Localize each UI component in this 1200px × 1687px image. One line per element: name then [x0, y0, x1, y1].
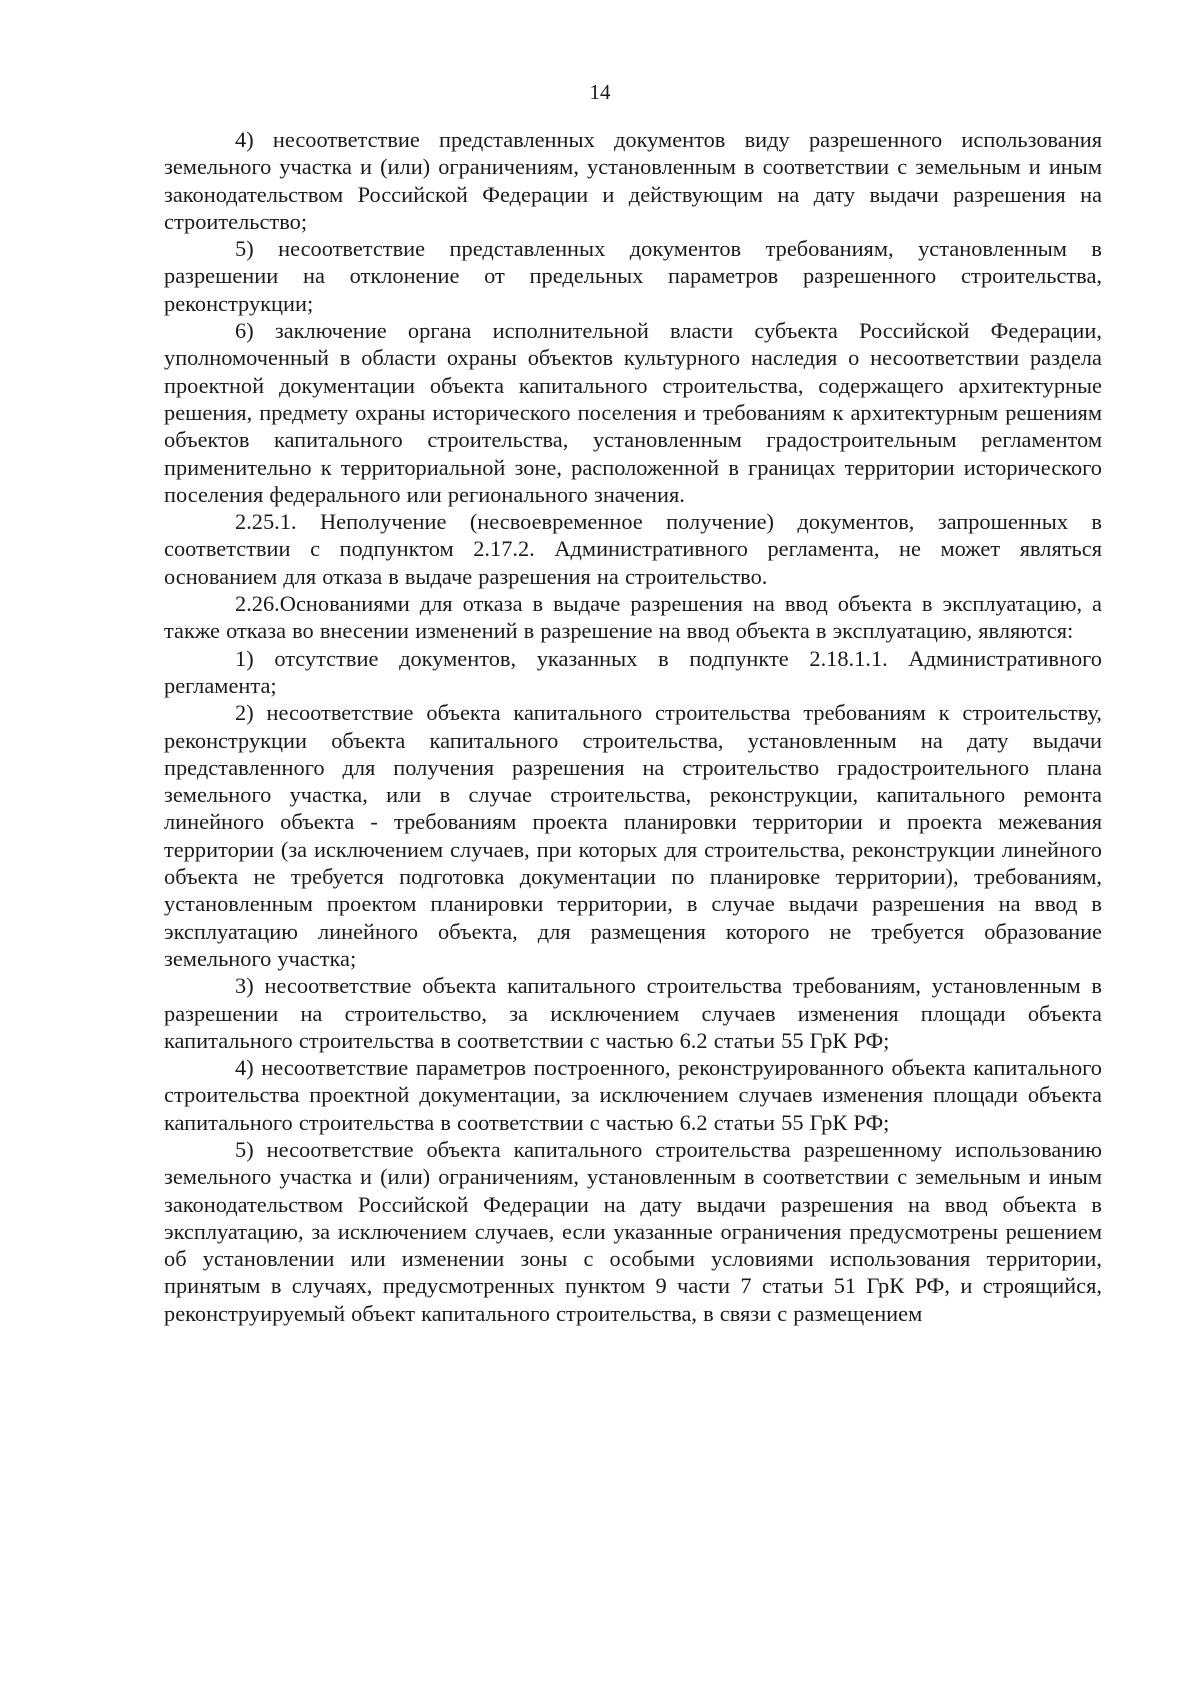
paragraph-2-26: 2.26.Основаниями для отказа в выдаче разрешения на ввод объекта в эксплуатацию, а также отказа во внесении изменений в разрешение на ввод объекта в эксплуатацию, являются: [164, 591, 1102, 644]
paragraph-commissioning-item-1: 1) отсутствие документов, указанных в подпункте 2.18.1.1. Административного регламента; [164, 645, 1102, 698]
document-body [164, 126, 1102, 1327]
paragraph-2-25-1: 2.25.1. Неполучение (несвоевременное получение) документов, запрошенных в соответствии с подпунктом 2.17.2. Административного регламента, не может являться основанием для отказа в выдаче разрешения на строительство. [164, 509, 1102, 589]
paragraph-commissioning-item-4: 4) несоответствие параметров построенного, реконструированного объекта капитального строительства проектной документации, за исключением случаев изменения площади объекта капитального строительства в соответствии с частью 6.2 статьи 55 ГрК РФ; [164, 1055, 1102, 1135]
paragraph-item-5-deviation: 5) несоответствие представленных документов требованиям, установленным в разрешении на отклонение от предельных параметров разрешенного строительства, реконструкции; [164, 236, 1102, 316]
paragraph-commissioning-item-5: 5) несоответствие объекта капитального строительства разрешенному использованию земельного участка и (или) ограничениям, установленным в соответствии с земельным и иным законодательством Российской Федерации на дату выдачи разрешения на ввод объекта в эксплуатацию, за исключением случаев, если указанные ограничения предусмотрены решением об установлении или изменении зоны с особыми условиями использования территории, принятым в случаях, предусмотренных пунктом 9 части 7 статьи 51 ГрК РФ, и строящийся, реконструируемый объект капитального строительства, в связи с размещением [164, 1136, 1102, 1326]
paragraph-commissioning-item-3: 3) несоответствие объекта капитального строительства требованиям, установленным в разрешении на строительство, за исключением случаев изменения площади объекта капитального строительства в соответствии с частью 6.2 статьи 55 ГрК РФ; [164, 973, 1102, 1053]
paragraph-commissioning-item-2: 2) несоответствие объекта капитального строительства требованиям к строительству, реконструкции объекта капитального строительства, установленным на дату выдачи представленного для получения разрешения на строительство градостроительного плана земельного участка, или в случае строительства, реконструкции, капитального ремонта линейного объекта - требованиям проекта планировки территории и проекта межевания территории (за исключением случаев, при которых для строительства, реконструкции линейного объекта не требуется подготовка документации по планировке территории), требованиям, установленным проектом планировки территории, в случае выдачи разрешения на ввод в эксплуатацию линейного объекта, для размещения которого не требуется образование земельного участка; [164, 700, 1102, 971]
paragraph-item-6-heritage: 6) заключение органа исполнительной власти субъекта Российской Федерации, уполномоченный в области охраны объектов культурного наследия о несоответствии раздела проектной документации объекта капитального строительства, содержащего архитектурные решения, предмету охраны исторического поселения и требованиям к архитектурным решениям объектов капитального строительства, установленным градостроительным регламентом применительно к территориальной зоне, расположенной в границах территории исторического поселения федерального или регионального значения. [164, 318, 1102, 507]
page-number: 14 [589, 80, 611, 104]
paragraph-item-4-grpzu: 4) несоответствие представленных документов виду разрешенного использования земельного участка и (или) ограничениям, установленным в соответствии с земельным и иным законодательством Российской Федерации и действующим на дату выдачи разрешения на строительство; [164, 127, 1102, 234]
